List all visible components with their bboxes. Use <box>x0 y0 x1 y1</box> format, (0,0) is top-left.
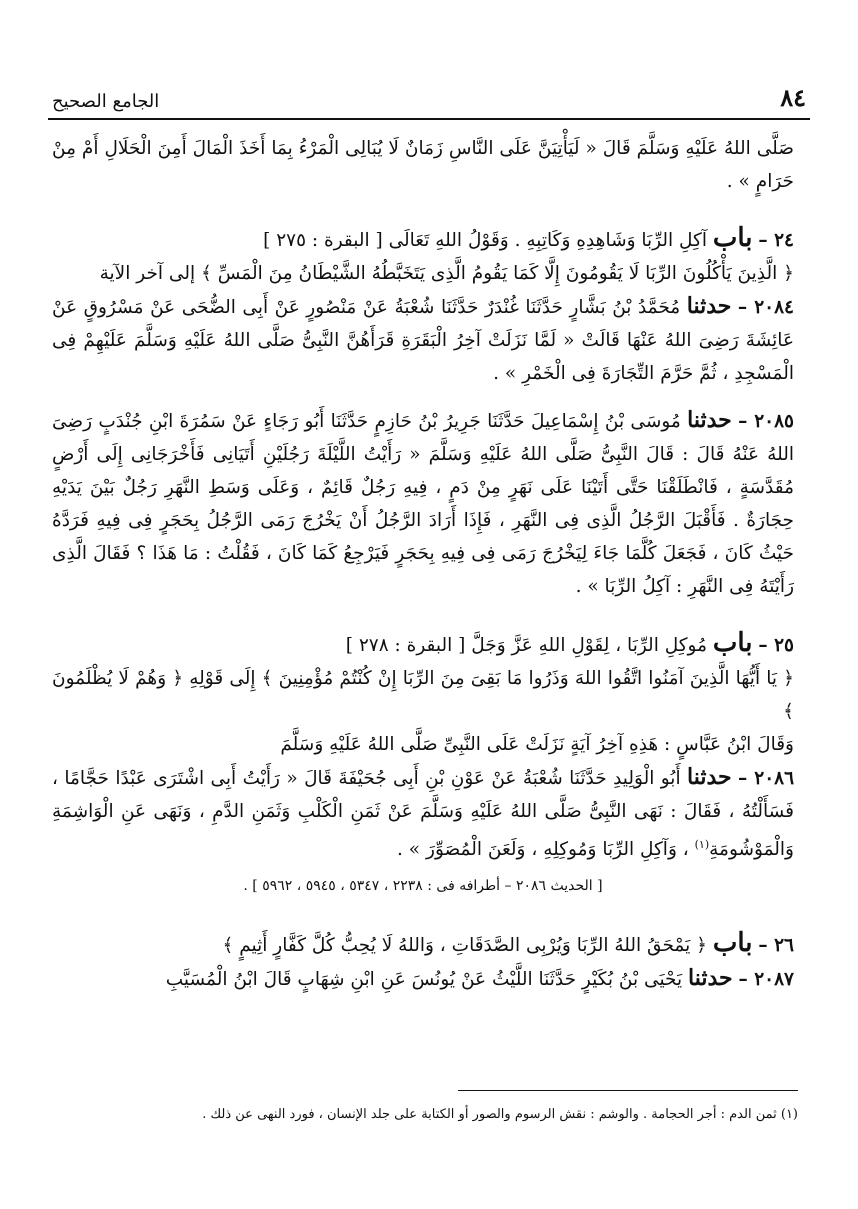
quran-verse: ﴿ يَا أَيُّهَا الَّذِينَ آمَنُوا اتَّقُوا اللهَ وَذَرُوا مَا بَقِىَ مِنَ الرِّبَا إِنْ كُنْتُمْ مُؤْمِنِينَ ﴾ إِلَى قَوْلِهِ ﴿ وَهُمْ لَا يُظْلَمُونَ ﴾ <box>52 668 794 722</box>
haddathana-word: حدثنا <box>687 764 732 790</box>
hadith-text: أَبُو الْوَلِيدِ حَدَّثَنَا شُعْبَةُ عَنْ عَوْنِ بْنِ أَبِى جُحَيْفَةَ قَالَ « رَأَيْتُ أَبِى اشْتَرَى عَبْدًا حَجَّامًا ، فَسَأَلْتُهُ ، فَقَالَ : نَهَى النَّبِىُّ صَلَّى اللهُ عَلَيْهِ وَسَلَّمَ عَنْ ثَمَنِ الْكَلْبِ وَثَمَنِ الدَّمِ ، وَنَهَى عَنِ الْوَاشِمَةِ وَالْمَوْشُومَةِ <box>52 768 794 861</box>
running-title: الجامع الصحيح <box>52 91 160 112</box>
footnote-marker: (١) <box>694 838 710 851</box>
hadith-number: ٢٠٨٧ – <box>738 969 794 991</box>
hadith-text: مُوسَى بْنُ إِسْمَاعِيلَ حَدَّثَنَا جَرِيرُ بْنُ حَازِمٍ حَدَّثَنَا أَبُو رَجَاءٍ عَنْ سَمُرَةَ ابْنِ جُنْدَبٍ رَضِىَ اللهُ عَنْهُ قَالَ : قَالَ النَّبِىُّ صَلَّى اللهُ عَلَيْهِ وَسَلَّمَ « رَأَيْتُ اللَّيْلَةَ رَجُلَيْنِ أَتَيَانِى فَأَخْرَجَانِى إِلَى أَرْضٍ مُقَدَّسَةٍ ، فَانْطَلَقْنَا حَتَّى أَتَيْنَا عَلَى نَهَرٍ مِنْ دَمٍ ، فِيهِ رَجُلٌ قَائِمٌ ، وَعَلَى وَسَطِ النَّهَرِ رَجُلٌ بَيْنَ يَدَيْهِ حِجَارَةٌ . فَأَقْبَلَ الرَّجُلُ الَّذِى فِى النَّهَرِ ، فَإِذَا أَرَادَ الرَّجُلُ أَنْ يَخْرُجَ رَمَى الرَّجُلُ بِحَجَرٍ فِى فِيهِ فَرَدَّهُ حَيْثُ كَانَ ، فَجَعَلَ كُلَّمَا جَاءَ لِيَخْرُجَ رَمَى فِى فِيهِ بِحَجَرٍ فَيَرْجِعُ كَمَا كَانَ ، فَقُلْتُ : مَا هَذَا ؟ فَقَالَ الَّذِى رَأَيْتَهُ فِى النَّهَرِ : آكِلُ الرِّبَا » . <box>52 411 794 597</box>
hadith-cross-reference: [ الحديث ٢٠٨٦ – أطرافه فى : ٢٢٣٨ ، ٥٣٤٧ ، ٥٩٤٥ ، ٥٩٦٢ ] . <box>243 878 603 895</box>
haddathana-word: حدثنا <box>686 293 732 319</box>
main-text <box>52 132 794 996</box>
chapter-title: ﴿ يَمْحَقُ اللهُ الرِّبَا وَيُرْبِى الصَّدَقَاتِ ، وَاللهُ لَا يُحِبُّ كُلَّ كَفَّارٍ أَثِيمٍ ﴾ <box>222 935 707 957</box>
haddathana-word: حدثنا <box>687 407 732 433</box>
footnote-rule <box>458 1090 798 1091</box>
header-rule <box>48 118 810 120</box>
chapter-26-heading <box>52 927 794 962</box>
hadith-number: ٢٠٨٥ – <box>738 411 794 432</box>
chapter-25-heading <box>52 627 794 662</box>
chapter-number: ٢٦ – <box>758 935 794 957</box>
bab-word: باب <box>712 928 753 959</box>
hadith-text: يَحْيَى بْنُ بُكَيْرٍ حَدَّثَنَا اللَّيْثُ عَنْ يُونُسَ عَنِ ابْنِ شِهَابٍ قَالَ ابْنُ الْمُسَيَّبِ <box>165 969 683 991</box>
hadith-2085 <box>52 404 794 603</box>
hadith-2084 <box>52 290 794 390</box>
hadith-text: مُحَمَّدُ بْنُ بَشَّارٍ حَدَّثَنَا غُنْدَرٌ حَدَّثَنَا شُعْبَةُ عَنْ مَنْصُورٍ عَنْ أَبِى الضُّحَى عَنْ مَسْرُوقٍ عَنْ عَائِشَةَ رَضِىَ اللهُ عَنْهَا قَالَتْ « لَمَّا نَزَلَتْ آخِرُ الْبَقَرَةِ قَرَأَهُنَّ النَّبِىُّ صَلَّى اللهُ عَلَيْهِ وَسَلَّمَ عَلَيْهِمْ فِى الْمَسْجِدِ ، ثُمَّ حَرَّمَ التِّجَارَةَ فِى الْخَمْرِ » . <box>52 297 794 384</box>
chapter-number: ٢٤ – <box>758 230 794 251</box>
hadith-text-end: ، وَآكِلِ الرِّبَا وَمُوكِلِهِ ، وَلَعَنَ الْمُصَوِّرَ » . <box>397 839 689 861</box>
hadith-2086 <box>52 761 794 866</box>
footnote: (١) ثمن الدم : أجر الحجامة . والوشم : نقش الرسوم والصور أو الكتابة على جلد الإنسان ، فورد النهى عن ذلك . <box>202 1107 798 1122</box>
bab-word: باب <box>712 223 753 253</box>
hadith-2087 <box>52 962 794 996</box>
hadith-number: ٢٠٨٤ – <box>737 297 794 318</box>
haddathana-word: حدثنا <box>688 965 733 992</box>
chapter-24-heading <box>52 222 794 257</box>
bab-word: باب <box>712 628 753 658</box>
chapter-title: مُوكِلِ الرِّبَا ، لِقَوْلِ اللهِ عَزَّ وَجَلَّ [ البقرة : ٢٧٨ ] <box>345 635 707 656</box>
ibn-abbas-note: وَقَالَ ابْنُ عَبَّاسٍ : هَذِهِ آخِرُ آيَةٍ نَزَلَتْ عَلَى النَّبِىِّ صَلَّى اللهُ عَلَيْهِ وَسَلَّمَ <box>280 734 794 755</box>
page-number: ٨٤ <box>780 83 806 112</box>
page-header <box>52 72 806 112</box>
chapter-number: ٢٥ – <box>758 635 794 656</box>
quran-verse: ﴿ الَّذِينَ يَأْكُلُونَ الرِّبَا لَا يَقُومُونَ إِلَّا كَمَا يَقُومُ الَّذِى يَتَخَبَّطُهُ الشَّيْطَانُ مِنَ الْمَسِّ ﴾ إلى آخر الآية <box>99 263 794 284</box>
chapter-title: آكِلِ الرِّبَا وَشَاهِدِهِ وَكَاتِبِهِ . وَقَوْلُ اللهِ تَعَالَى [ البقرة : ٢٧٥ ] <box>263 230 707 251</box>
hadith-number: ٢٠٨٦ – <box>738 768 795 789</box>
paragraph-continuation: صَلَّى اللهُ عَلَيْهِ وَسَلَّمَ قَالَ « لَيَأْتِيَنَّ عَلَى النَّاسِ زَمَانٌ لَا يُبَالِى الْمَرْءُ بِمَا أَخَذَ الْمَالَ أَمِنَ الْحَلَالِ أَمْ مِنْ حَرَامٍ » . <box>52 138 794 192</box>
